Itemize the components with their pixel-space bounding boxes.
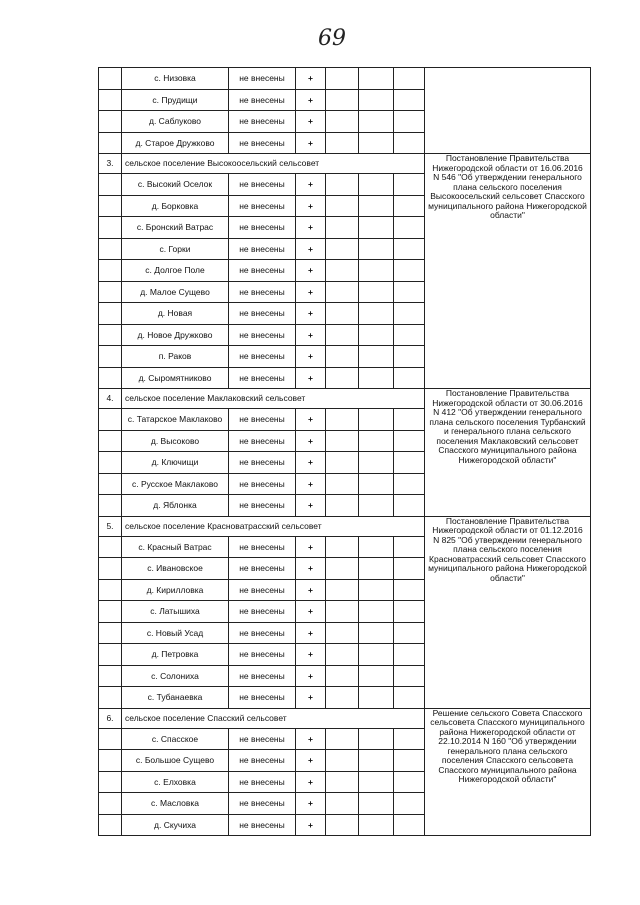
empty-cell <box>359 89 394 111</box>
plan-mark: + <box>296 217 326 239</box>
empty-cell <box>359 750 394 772</box>
empty-cell <box>359 536 394 558</box>
section-number: 4. <box>99 389 122 409</box>
plan-mark: + <box>296 687 326 709</box>
changes-status: не внесены <box>229 217 296 239</box>
empty-cell <box>359 473 394 495</box>
locality-name: с. Ивановское <box>122 558 229 580</box>
empty-cell <box>394 536 425 558</box>
row-number-cell <box>99 536 122 558</box>
settlement-title: сельское поселение Маклаковский сельсовет <box>122 389 425 409</box>
changes-status: не внесены <box>229 409 296 431</box>
changes-status: не внесены <box>229 367 296 389</box>
empty-cell <box>326 303 359 325</box>
empty-cell <box>359 728 394 750</box>
empty-cell <box>326 260 359 282</box>
empty-cell <box>359 687 394 709</box>
empty-cell <box>359 495 394 517</box>
changes-status: не внесены <box>229 793 296 815</box>
locality-name: с. Горки <box>122 238 229 260</box>
plan-mark: + <box>296 728 326 750</box>
empty-cell <box>326 558 359 580</box>
plan-mark: + <box>296 579 326 601</box>
row-number-cell <box>99 281 122 303</box>
empty-cell <box>326 814 359 836</box>
empty-cell <box>394 303 425 325</box>
plan-mark: + <box>296 174 326 196</box>
locality-name: д. Саблуково <box>122 111 229 133</box>
empty-cell <box>394 814 425 836</box>
locality-name: с. Большое Сущево <box>122 750 229 772</box>
locality-name: с. Татарское Маклаково <box>122 409 229 431</box>
empty-cell <box>394 473 425 495</box>
empty-cell <box>326 195 359 217</box>
locality-name: д. Старое Дружково <box>122 132 229 154</box>
empty-cell <box>326 238 359 260</box>
empty-cell <box>326 281 359 303</box>
row-number-cell <box>99 367 122 389</box>
plan-mark: + <box>296 495 326 517</box>
empty-cell <box>394 111 425 133</box>
row-number-cell <box>99 771 122 793</box>
plan-mark: + <box>296 473 326 495</box>
row-number-cell <box>99 89 122 111</box>
empty-cell <box>394 452 425 474</box>
approval-document <box>425 68 591 154</box>
empty-cell <box>359 793 394 815</box>
changes-status: не внесены <box>229 89 296 111</box>
changes-status: не внесены <box>229 473 296 495</box>
empty-cell <box>394 644 425 666</box>
row-number-cell <box>99 217 122 239</box>
plan-mark: + <box>296 558 326 580</box>
empty-cell <box>326 601 359 623</box>
empty-cell <box>394 728 425 750</box>
settlement-title: сельское поселение Высокоосельский сельсовет <box>122 154 425 174</box>
empty-cell <box>359 558 394 580</box>
changes-status: не внесены <box>229 324 296 346</box>
empty-cell <box>359 238 394 260</box>
empty-cell <box>359 346 394 368</box>
plan-mark: + <box>296 324 326 346</box>
empty-cell <box>326 132 359 154</box>
row-number-cell <box>99 558 122 580</box>
locality-name: д. Скучиха <box>122 814 229 836</box>
empty-cell <box>326 495 359 517</box>
locality-name: д. Борковка <box>122 195 229 217</box>
changes-status: не внесены <box>229 536 296 558</box>
empty-cell <box>394 324 425 346</box>
plan-mark: + <box>296 111 326 133</box>
empty-cell <box>394 195 425 217</box>
empty-cell <box>359 195 394 217</box>
empty-cell <box>359 579 394 601</box>
locality-name: п. Раков <box>122 346 229 368</box>
empty-cell <box>326 452 359 474</box>
changes-status: не внесены <box>229 195 296 217</box>
changes-status: не внесены <box>229 111 296 133</box>
plan-mark: + <box>296 793 326 815</box>
settlement-title: сельское поселение Красноватрасский сельсовет <box>122 516 425 536</box>
changes-status: не внесены <box>229 281 296 303</box>
locality-name: с. Тубанаевка <box>122 687 229 709</box>
row-number-cell <box>99 132 122 154</box>
empty-cell <box>394 238 425 260</box>
empty-cell <box>394 558 425 580</box>
row-number-cell <box>99 174 122 196</box>
empty-cell <box>326 367 359 389</box>
section-header-row <box>99 389 591 409</box>
changes-status: не внесены <box>229 346 296 368</box>
changes-status: не внесены <box>229 750 296 772</box>
empty-cell <box>326 728 359 750</box>
empty-cell <box>326 771 359 793</box>
empty-cell <box>359 644 394 666</box>
locality-name: с. Низовка <box>122 68 229 90</box>
empty-cell <box>326 174 359 196</box>
table-body <box>99 68 591 836</box>
plan-mark: + <box>296 750 326 772</box>
empty-cell <box>326 409 359 431</box>
empty-cell <box>394 430 425 452</box>
row-number-cell <box>99 687 122 709</box>
changes-status: не внесены <box>229 558 296 580</box>
changes-status: не внесены <box>229 622 296 644</box>
row-number-cell <box>99 579 122 601</box>
locality-name: с. Бронский Ватрас <box>122 217 229 239</box>
empty-cell <box>394 260 425 282</box>
empty-cell <box>359 132 394 154</box>
empty-cell <box>359 217 394 239</box>
settlements-table <box>98 67 591 836</box>
empty-cell <box>326 644 359 666</box>
changes-status: не внесены <box>229 68 296 90</box>
empty-cell <box>394 89 425 111</box>
section-number: 3. <box>99 154 122 174</box>
plan-mark: + <box>296 132 326 154</box>
plan-mark: + <box>296 281 326 303</box>
section-header-row <box>99 516 591 536</box>
plan-mark: + <box>296 68 326 90</box>
empty-cell <box>394 771 425 793</box>
empty-cell <box>394 174 425 196</box>
plan-mark: + <box>296 644 326 666</box>
locality-name: д. Малое Сущево <box>122 281 229 303</box>
empty-cell <box>359 430 394 452</box>
changes-status: не внесены <box>229 260 296 282</box>
row-number-cell <box>99 750 122 772</box>
empty-cell <box>359 111 394 133</box>
locality-name: с. Спасское <box>122 728 229 750</box>
row-number-cell <box>99 195 122 217</box>
empty-cell <box>359 409 394 431</box>
section-number: 5. <box>99 516 122 536</box>
empty-cell <box>359 771 394 793</box>
plan-mark: + <box>296 195 326 217</box>
locality-name: с. Солониха <box>122 665 229 687</box>
row-number-cell <box>99 260 122 282</box>
empty-cell <box>394 367 425 389</box>
row-number-cell <box>99 601 122 623</box>
empty-cell <box>359 367 394 389</box>
plan-mark: + <box>296 452 326 474</box>
row-number-cell <box>99 644 122 666</box>
empty-cell <box>394 495 425 517</box>
empty-cell <box>326 473 359 495</box>
table-row <box>99 68 591 90</box>
empty-cell <box>359 260 394 282</box>
empty-cell <box>394 346 425 368</box>
changes-status: не внесены <box>229 430 296 452</box>
row-number-cell <box>99 665 122 687</box>
section-header-row <box>99 708 591 728</box>
empty-cell <box>326 750 359 772</box>
changes-status: не внесены <box>229 579 296 601</box>
locality-name: д. Новое Дружково <box>122 324 229 346</box>
empty-cell <box>394 579 425 601</box>
empty-cell <box>394 665 425 687</box>
changes-status: не внесены <box>229 665 296 687</box>
section-number: 6. <box>99 708 122 728</box>
locality-name: д. Новая <box>122 303 229 325</box>
empty-cell <box>394 687 425 709</box>
empty-cell <box>359 814 394 836</box>
changes-status: не внесены <box>229 132 296 154</box>
row-number-cell <box>99 346 122 368</box>
row-number-cell <box>99 324 122 346</box>
empty-cell <box>394 622 425 644</box>
locality-name: д. Кирилловка <box>122 579 229 601</box>
row-number-cell <box>99 68 122 90</box>
approval-document: Постановление Правительства Нижегородской области от 16.06.2016 N 546 "Об утверждении генерального плана сельского поселения Высокоосельский сельсовет Спасского муниципального района Нижегородской области" <box>425 154 591 389</box>
plan-mark: + <box>296 665 326 687</box>
locality-name: д. Высоково <box>122 430 229 452</box>
empty-cell <box>394 601 425 623</box>
plan-mark: + <box>296 601 326 623</box>
locality-name: д. Сыромятниково <box>122 367 229 389</box>
approval-document: Постановление Правительства Нижегородской области от 01.12.2016 N 825 "Об утверждении генерального плана сельского поселения Красноватрасский сельсовет Спасского муниципального района Нижегородской области" <box>425 516 591 708</box>
plan-mark: + <box>296 260 326 282</box>
plan-mark: + <box>296 536 326 558</box>
empty-cell <box>359 452 394 474</box>
locality-name: д. Яблонка <box>122 495 229 517</box>
section-header-row <box>99 154 591 174</box>
plan-mark: + <box>296 238 326 260</box>
locality-name: с. Прудищи <box>122 89 229 111</box>
changes-status: не внесены <box>229 601 296 623</box>
plan-mark: + <box>296 367 326 389</box>
empty-cell <box>326 687 359 709</box>
row-number-cell <box>99 430 122 452</box>
empty-cell <box>359 622 394 644</box>
plan-mark: + <box>296 814 326 836</box>
approval-document: Решение сельского Совета Спасского сельсовета Спасского муниципального района Нижегородской области от 22.10.2014 N 160 "Об утверждении генерального плана сельского поселения Спасского сельсовета Спасского муниципального района Нижегородской области" <box>425 708 591 836</box>
changes-status: не внесены <box>229 238 296 260</box>
empty-cell <box>326 217 359 239</box>
changes-status: не внесены <box>229 303 296 325</box>
changes-status: не внесены <box>229 644 296 666</box>
locality-name: с. Долгое Поле <box>122 260 229 282</box>
changes-status: не внесены <box>229 452 296 474</box>
locality-name: с. Елховка <box>122 771 229 793</box>
empty-cell <box>326 622 359 644</box>
changes-status: не внесены <box>229 728 296 750</box>
plan-mark: + <box>296 409 326 431</box>
locality-name: с. Русское Маклаково <box>122 473 229 495</box>
row-number-cell <box>99 473 122 495</box>
settlement-title: сельское поселение Спасский сельсовет <box>122 708 425 728</box>
approval-document: Постановление Правительства Нижегородской области от 30.06.2016 N 412 "Об утверждении генерального плана сельского поселения Турбанский и генерального плана сельского поселения Маклаковский сельсовет Спасского муниципального района Нижегородской области" <box>425 389 591 517</box>
plan-mark: + <box>296 622 326 644</box>
empty-cell <box>326 665 359 687</box>
row-number-cell <box>99 303 122 325</box>
empty-cell <box>394 132 425 154</box>
row-number-cell <box>99 728 122 750</box>
empty-cell <box>326 430 359 452</box>
empty-cell <box>359 601 394 623</box>
row-number-cell <box>99 495 122 517</box>
row-number-cell <box>99 793 122 815</box>
row-number-cell <box>99 409 122 431</box>
empty-cell <box>394 68 425 90</box>
locality-name: д. Петровка <box>122 644 229 666</box>
empty-cell <box>359 303 394 325</box>
changes-status: не внесены <box>229 174 296 196</box>
empty-cell <box>394 793 425 815</box>
row-number-cell <box>99 238 122 260</box>
empty-cell <box>326 68 359 90</box>
empty-cell <box>326 324 359 346</box>
plan-mark: + <box>296 430 326 452</box>
page-number: 69 <box>318 26 346 51</box>
empty-cell <box>394 217 425 239</box>
locality-name: с. Масловка <box>122 793 229 815</box>
plan-mark: + <box>296 303 326 325</box>
row-number-cell <box>99 814 122 836</box>
empty-cell <box>394 750 425 772</box>
locality-name: с. Красный Ватрас <box>122 536 229 558</box>
empty-cell <box>326 793 359 815</box>
empty-cell <box>326 346 359 368</box>
plan-mark: + <box>296 771 326 793</box>
empty-cell <box>326 536 359 558</box>
empty-cell <box>326 111 359 133</box>
empty-cell <box>394 409 425 431</box>
empty-cell <box>326 579 359 601</box>
empty-cell <box>359 68 394 90</box>
locality-name: с. Латышиха <box>122 601 229 623</box>
empty-cell <box>359 324 394 346</box>
plan-mark: + <box>296 346 326 368</box>
empty-cell <box>326 89 359 111</box>
changes-status: не внесены <box>229 814 296 836</box>
changes-status: не внесены <box>229 687 296 709</box>
empty-cell <box>394 281 425 303</box>
empty-cell <box>359 174 394 196</box>
row-number-cell <box>99 452 122 474</box>
empty-cell <box>359 665 394 687</box>
locality-name: с. Новый Усад <box>122 622 229 644</box>
row-number-cell <box>99 111 122 133</box>
empty-cell <box>359 281 394 303</box>
changes-status: не внесены <box>229 771 296 793</box>
locality-name: д. Ключищи <box>122 452 229 474</box>
locality-name: с. Высокий Оселок <box>122 174 229 196</box>
plan-mark: + <box>296 89 326 111</box>
changes-status: не внесены <box>229 495 296 517</box>
row-number-cell <box>99 622 122 644</box>
